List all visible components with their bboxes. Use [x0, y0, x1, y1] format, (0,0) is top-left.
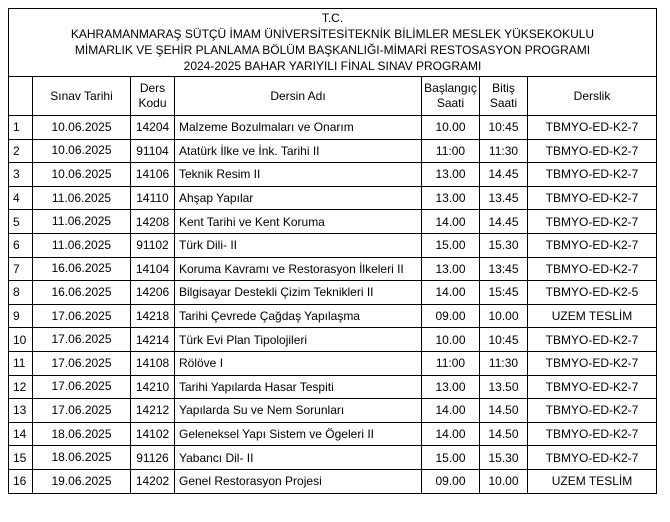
course-name: Kent Tarihi ve Kent Koruma	[175, 210, 422, 234]
exam-date: 10.06.2025	[33, 163, 131, 187]
table-row	[9, 233, 657, 257]
exam-date: 17.06.2025	[33, 304, 131, 328]
row-number: 6	[9, 233, 33, 257]
col-header-end-line1: Bitiş	[492, 81, 515, 95]
col-header-start-line2: Saati	[436, 96, 465, 110]
row-number: 11	[9, 351, 33, 375]
table-row	[9, 422, 657, 446]
exam-room: TBMYO-ED-K2-7	[528, 163, 657, 187]
start-time: 09.00	[422, 469, 480, 493]
col-header-date: Sınav Tarihi	[33, 77, 131, 116]
start-time: 14.00	[422, 422, 480, 446]
end-time: 10:45	[480, 116, 528, 140]
title-line-university: KAHRAMANMARAŞ SÜTÇÜ İMAM ÜNİVERSİTESİTEKNİK BİLİMLER MESLEK YÜKSEKOKULU	[70, 27, 595, 41]
title-line-tc: T.C.	[321, 11, 344, 25]
exam-date: 19.06.2025	[33, 469, 131, 493]
start-time: 11:00	[422, 139, 480, 163]
course-code: 14212	[131, 399, 175, 423]
table-row	[9, 210, 657, 234]
col-header-room: Derslik	[528, 77, 657, 116]
row-number: 1	[9, 116, 33, 140]
exam-room: TBMYO-ED-K2-7	[528, 328, 657, 352]
start-time: 13.00	[422, 186, 480, 210]
exam-schedule-sheet	[8, 8, 656, 494]
schedule-rows	[9, 116, 657, 494]
table-row	[9, 281, 657, 305]
col-header-end-line2: Saati	[489, 96, 518, 110]
row-number: 12	[9, 375, 33, 399]
exam-room: UZEM TESLİM	[528, 469, 657, 493]
course-code: 14102	[131, 422, 175, 446]
exam-room: TBMYO-ED-K2-7	[528, 210, 657, 234]
table-row	[9, 304, 657, 328]
start-time: 13.00	[422, 163, 480, 187]
table-row	[9, 375, 657, 399]
row-number: 10	[9, 328, 33, 352]
exam-room: TBMYO-ED-K2-7	[528, 116, 657, 140]
exam-room: TBMYO-ED-K2-7	[528, 446, 657, 470]
row-number: 16	[9, 469, 33, 493]
exam-date: 18.06.2025	[33, 422, 131, 446]
exam-room: TBMYO-ED-K2-7	[528, 233, 657, 257]
course-name: Türk Evi Plan Tipolojileri	[175, 328, 422, 352]
exam-date: 17.06.2025	[33, 375, 131, 399]
exam-date: 11.06.2025	[33, 186, 131, 210]
row-number: 9	[9, 304, 33, 328]
course-name: Rölöve I	[175, 351, 422, 375]
col-header-course-name: Dersin Adı	[175, 77, 422, 116]
exam-date: 11.06.2025	[33, 210, 131, 234]
course-code: 91104	[131, 139, 175, 163]
table-row	[9, 351, 657, 375]
exam-room: TBMYO-ED-K2-7	[528, 351, 657, 375]
row-number: 3	[9, 163, 33, 187]
start-time: 09.00	[422, 304, 480, 328]
course-code: 14108	[131, 351, 175, 375]
exam-date: 17.06.2025	[33, 399, 131, 423]
end-time: 11:30	[480, 351, 528, 375]
col-header-code-line2: Kodu	[138, 96, 167, 110]
start-time: 15.00	[422, 233, 480, 257]
exam-schedule-table	[8, 8, 657, 494]
start-time: 13.00	[422, 375, 480, 399]
exam-room: TBMYO-ED-K2-7	[528, 422, 657, 446]
start-time: 13.00	[422, 257, 480, 281]
course-name: Yapılarda Su ve Nem Sorunları	[175, 399, 422, 423]
end-time: 10.00	[480, 469, 528, 493]
exam-date: 11.06.2025	[33, 233, 131, 257]
start-time: 15.00	[422, 446, 480, 470]
col-header-start-line1: Başlangıç	[424, 81, 477, 95]
end-time: 13.45	[480, 186, 528, 210]
exam-date: 18.06.2025	[33, 446, 131, 470]
course-code: 14204	[131, 116, 175, 140]
col-header-end	[480, 77, 528, 116]
course-code: 14218	[131, 304, 175, 328]
table-row	[9, 163, 657, 187]
start-time: 10.00	[422, 116, 480, 140]
column-header-row	[9, 77, 657, 116]
col-header-code	[131, 77, 175, 116]
course-name: Geleneksel Yapı Sistem ve Ögeleri II	[175, 422, 422, 446]
exam-room: TBMYO-ED-K2-5	[528, 281, 657, 305]
exam-date: 10.06.2025	[33, 116, 131, 140]
end-time: 15.30	[480, 446, 528, 470]
exam-date: 16.06.2025	[33, 281, 131, 305]
row-number: 2	[9, 139, 33, 163]
exam-date: 17.06.2025	[33, 328, 131, 352]
table-row	[9, 139, 657, 163]
exam-room: UZEM TESLİM	[528, 304, 657, 328]
exam-room: TBMYO-ED-K2-7	[528, 139, 657, 163]
course-code: 14202	[131, 469, 175, 493]
course-code: 14214	[131, 328, 175, 352]
start-time: 11:00	[422, 351, 480, 375]
course-code: 14210	[131, 375, 175, 399]
end-time: 14.50	[480, 399, 528, 423]
course-code: 14104	[131, 257, 175, 281]
course-code: 14106	[131, 163, 175, 187]
course-name: Tarihi Yapılarda Hasar Tespiti	[175, 375, 422, 399]
table-row	[9, 257, 657, 281]
end-time: 13:45	[480, 257, 528, 281]
course-name: Teknik Resim II	[175, 163, 422, 187]
table-row	[9, 399, 657, 423]
exam-date: 16.06.2025	[33, 257, 131, 281]
table-row	[9, 446, 657, 470]
row-number: 15	[9, 446, 33, 470]
start-time: 14.00	[422, 399, 480, 423]
exam-room: TBMYO-ED-K2-7	[528, 399, 657, 423]
course-name: Genel Restorasyon Projesi	[175, 469, 422, 493]
end-time: 14.45	[480, 210, 528, 234]
end-time: 10:45	[480, 328, 528, 352]
exam-room: TBMYO-ED-K2-7	[528, 375, 657, 399]
title-row	[9, 9, 657, 77]
title-line-term: 2024-2025 BAHAR YARIYILI FİNAL SINAV PROGRAMI	[183, 59, 482, 73]
course-name: Koruma Kavramı ve Restorasyon İlkeleri II	[175, 257, 422, 281]
table-row	[9, 328, 657, 352]
end-time: 15:45	[480, 281, 528, 305]
start-time: 10.00	[422, 328, 480, 352]
end-time: 14.50	[480, 422, 528, 446]
table-row	[9, 116, 657, 140]
row-number: 8	[9, 281, 33, 305]
course-code: 91102	[131, 233, 175, 257]
col-header-start	[422, 77, 480, 116]
course-name: Yabancı Dil- II	[175, 446, 422, 470]
course-name: Bilgisayar Destekli Çizim Teknikleri II	[175, 281, 422, 305]
course-name: Türk Dili- II	[175, 233, 422, 257]
row-number: 7	[9, 257, 33, 281]
col-header-code-line1: Ders	[139, 81, 166, 95]
table-row	[9, 469, 657, 493]
title-line-department: MİMARLIK VE ŞEHİR PLANLAMA BÖLÜM BAŞKANLIĞI-MİMARİ RESTOSASYON PROGRAMI	[74, 43, 591, 57]
course-name: Tarihi Çevrede Çağdaş Yapılaşma	[175, 304, 422, 328]
course-code: 91126	[131, 446, 175, 470]
end-time: 14.45	[480, 163, 528, 187]
end-time: 13.50	[480, 375, 528, 399]
course-name: Malzeme Bozulmaları ve Onarım	[175, 116, 422, 140]
course-code: 14110	[131, 186, 175, 210]
end-time: 15.30	[480, 233, 528, 257]
end-time: 11:30	[480, 139, 528, 163]
start-time: 14.00	[422, 210, 480, 234]
row-number: 13	[9, 399, 33, 423]
course-code: 14208	[131, 210, 175, 234]
row-number: 4	[9, 186, 33, 210]
col-header-no	[9, 77, 33, 116]
exam-room: TBMYO-ED-K2-7	[528, 257, 657, 281]
exam-room: TBMYO-ED-K2-7	[528, 186, 657, 210]
row-number: 14	[9, 422, 33, 446]
document-title	[9, 9, 657, 77]
table-row	[9, 186, 657, 210]
course-code: 14206	[131, 281, 175, 305]
end-time: 10.00	[480, 304, 528, 328]
course-name: Ahşap Yapılar	[175, 186, 422, 210]
row-number: 5	[9, 210, 33, 234]
start-time: 14.00	[422, 281, 480, 305]
exam-date: 17.06.2025	[33, 351, 131, 375]
course-name: Atatürk İlke ve İnk. Tarihi II	[175, 139, 422, 163]
exam-date: 10.06.2025	[33, 139, 131, 163]
